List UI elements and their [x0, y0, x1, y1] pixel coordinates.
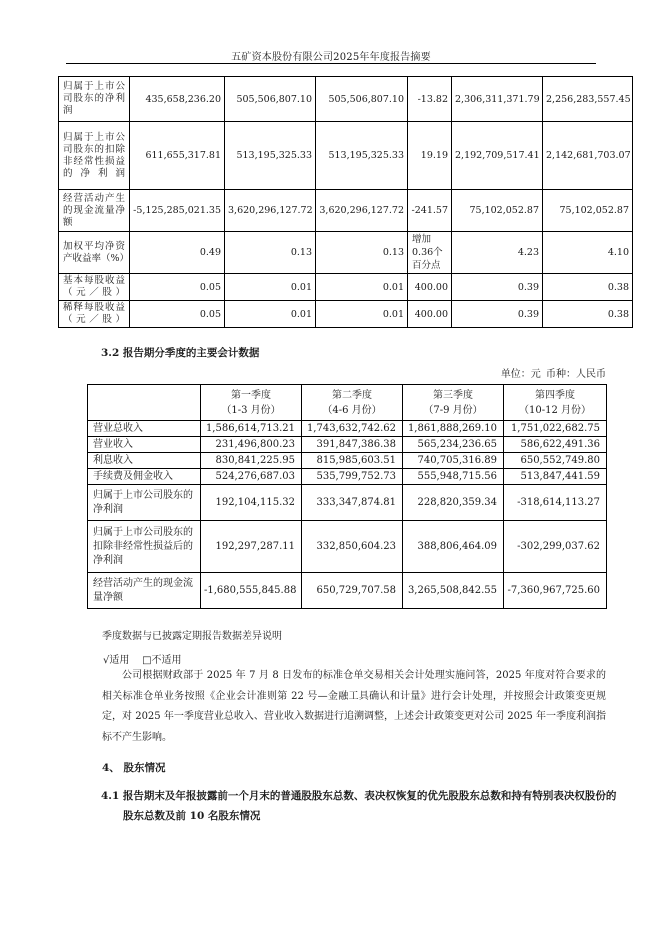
cell-value: 524,276,687.03: [201, 469, 302, 485]
cell-value: 3,620,296,127.72: [316, 190, 408, 232]
cell-value: 19.19: [408, 122, 452, 190]
option-not-applicable: □不适用: [142, 655, 182, 666]
cell-value: 1,751,022,682.75: [504, 421, 607, 437]
cell-value: 333,347,874.81: [302, 485, 403, 521]
cell-value: 0.38: [543, 301, 633, 328]
cell-value: 4.10: [543, 232, 633, 274]
quarter-range: （1-3 月份）: [221, 404, 281, 416]
table-row: [88, 521, 607, 573]
cell-value: -5,125,285,021.35: [130, 190, 225, 232]
row-label: 稀释每股收益（元／股）: [59, 301, 130, 328]
cell-value: 0.01: [225, 301, 316, 328]
quarter-range: （7-9 月份）: [423, 404, 483, 416]
cell-value: 0.01: [316, 274, 408, 301]
row-label: 归属于上市公司股东的净利润: [59, 77, 130, 122]
cell-value: 0.38: [543, 274, 633, 301]
row-label: 经营活动产生的现金流量净额: [88, 573, 201, 609]
cell-value: 565,234,236.65: [403, 437, 504, 453]
cell-value: 0.05: [130, 274, 225, 301]
table-row: [59, 190, 633, 232]
quarter-name: 第四季度: [535, 389, 575, 401]
cell-value: 192,104,115.32: [201, 485, 302, 521]
cell-value: 0.49: [130, 232, 225, 274]
cell-value: 0.01: [316, 301, 408, 328]
cell-value: -7,360,967,725.60: [504, 573, 607, 609]
table-row: [59, 232, 633, 274]
cell-value: 505,506,807.10: [225, 77, 316, 122]
cell-value: 830,841,225.95: [201, 453, 302, 469]
row-label: 归属于上市公司股东的扣除非经常性损益的净利润: [59, 122, 130, 190]
note-paragraph: 公司根据财政部于 2025 年 7 月 8 日发布的标准仓单交易相关会计处理实施问答，2025 年度对符合要求的相关标准仓单业务按照《企业会计准则第 22 号—金融工具确认和计量》进行会计处理，并按照会计政策变更规定，对 2025 年一季度营业总收入、营业收入数据进行追溯调整，上述会计政策变更对公司 2025 年一季度利润指标不产生影响。: [102, 670, 606, 743]
quarter-name: 第三季度: [433, 389, 473, 401]
quarter-range: （10-12 月份）: [518, 404, 591, 416]
cell-value: 740,705,316.89: [403, 453, 504, 469]
cell-value: -318,614,113.27: [504, 485, 607, 521]
cell-value: 513,195,325.33: [316, 122, 408, 190]
applicability-options: [103, 651, 182, 666]
table-row: [59, 77, 633, 122]
cell-value: 400.00: [408, 274, 452, 301]
row-label: 经营活动产生的现金流量净额: [59, 190, 130, 232]
cell-value: 75,102,052.87: [543, 190, 633, 232]
cell-value: 650,552,749.80: [504, 453, 607, 469]
cell-value: 535,799,752.73: [302, 469, 403, 485]
cell-value: 0.05: [130, 301, 225, 328]
cell-value: -302,299,037.62: [504, 521, 607, 573]
cell-value: 513,847,441.59: [504, 469, 607, 485]
row-label: 归属于上市公司股东的扣除非经常性损益后的净利润: [88, 521, 201, 573]
table-row: [59, 301, 633, 328]
table-row: [88, 421, 607, 437]
table-row: [88, 485, 607, 521]
cell-value: 611,655,317.81: [130, 122, 225, 190]
cell-value: 2,192,709,517.41: [452, 122, 543, 190]
cell-value: -1,680,555,845.88: [201, 573, 302, 609]
row-label: 基本每股收益（元／股）: [59, 274, 130, 301]
header-blank-cell: [88, 385, 201, 421]
cell-value: 231,496,800.23: [201, 437, 302, 453]
cell-value: 228,820,359.34: [403, 485, 504, 521]
quarterly-data-table: [87, 384, 607, 609]
cell-value: 192,297,287.11: [201, 521, 302, 573]
cell-value: 513,195,325.33: [225, 122, 316, 190]
row-label: 归属于上市公司股东的净利润: [88, 485, 201, 521]
cell-value: 400.00: [408, 301, 452, 328]
table-row: [88, 573, 607, 609]
quarter-name: 第一季度: [231, 389, 271, 401]
page-header: 五矿资本股份有限公司2025年年度报告摘要: [231, 52, 431, 63]
cell-value: 332,850,604.23: [302, 521, 403, 573]
cell-value: 3,265,508,842.55: [403, 573, 504, 609]
note-title: 季度数据与已披露定期报告数据差异说明: [102, 631, 282, 642]
cell-value: 2,306,311,371.79: [452, 77, 543, 122]
annual-indicators-table: [58, 76, 633, 328]
cell-value: 0.13: [225, 232, 316, 274]
cell-value: 505,506,807.10: [316, 77, 408, 122]
cell-value: -13.82: [408, 77, 452, 122]
cell-value: 0.13: [316, 232, 408, 274]
table-header-row: [88, 385, 607, 421]
column-header: [504, 385, 607, 421]
cell-value: 0.39: [452, 301, 543, 328]
header-rule: [66, 63, 596, 64]
cell-value: 586,622,491.36: [504, 437, 607, 453]
cell-value: 1,743,632,742.62: [302, 421, 403, 437]
section-3-2-title: 3.2 报告期分季度的主要会计数据: [101, 347, 260, 359]
quarter-range: （4-6 月份）: [322, 404, 382, 416]
cell-value: 0.01: [225, 274, 316, 301]
cell-value: 1,861,888,269.10: [403, 421, 504, 437]
table-row: [88, 437, 607, 453]
table-row: [59, 274, 633, 301]
cell-value: -241.57: [408, 190, 452, 232]
cell-value: 3,620,296,127.72: [225, 190, 316, 232]
column-header: [302, 385, 403, 421]
cell-value: 2,256,283,557.45: [543, 77, 633, 122]
cell-value: 435,658,236.20: [130, 77, 225, 122]
row-label: 加权平均净资产收益率（%）: [59, 232, 130, 274]
cell-value: 增加0.36个百分点: [408, 232, 452, 274]
section-4-title: 4、 股东情况: [102, 762, 166, 774]
column-header: [201, 385, 302, 421]
row-label: 利息收入: [88, 453, 201, 469]
cell-value: 0.39: [452, 274, 543, 301]
cell-value: 555,948,715.56: [403, 469, 504, 485]
cell-value: 75,102,052.87: [452, 190, 543, 232]
quarter-name: 第二季度: [332, 389, 372, 401]
unit-label: 单位：元 币种：人民币: [500, 369, 606, 380]
section-4-1-title: 4.1 报告期末及年报披露前一个月末的普通股股东总数、表决权恢复的优先股股东总数和持有特别表决权股份的股东总数及前 10 名股东情况: [101, 790, 617, 822]
cell-value: 650,729,707.58: [302, 573, 403, 609]
cell-value: 815,985,603.51: [302, 453, 403, 469]
note-body: [102, 666, 606, 748]
cell-value: 1,586,614,713.21: [201, 421, 302, 437]
cell-value: 4.23: [452, 232, 543, 274]
table-row: [88, 469, 607, 485]
table-row: [88, 453, 607, 469]
cell-value: 391,847,386.38: [302, 437, 403, 453]
cell-value: 388,806,464.09: [403, 521, 504, 573]
table-row: [59, 122, 633, 190]
column-header: [403, 385, 504, 421]
option-applicable: √适用: [103, 655, 130, 666]
row-label: 营业总收入: [88, 421, 201, 437]
row-label: 营业收入: [88, 437, 201, 453]
cell-value: 2,142,681,703.07: [543, 122, 633, 190]
row-label: 手续费及佣金收入: [88, 469, 201, 485]
